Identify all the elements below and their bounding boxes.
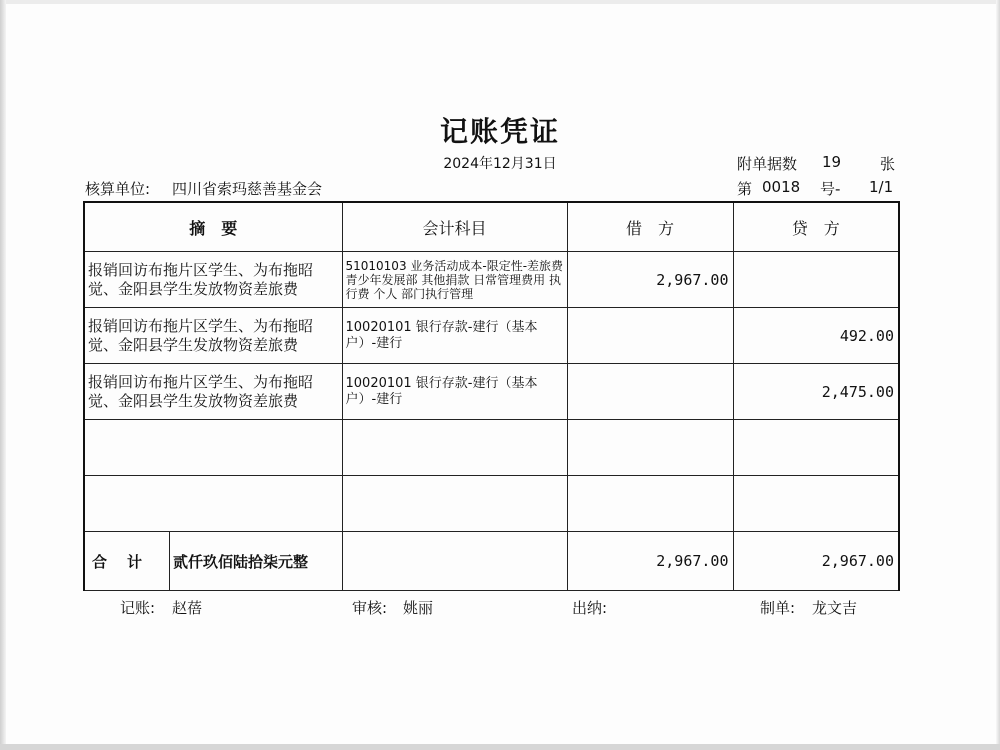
voucher-title: 记账凭证 [439, 115, 560, 148]
accounting-unit-name: 四川省索玛慈善基金会 [172, 180, 323, 198]
voucher-number: 0018 [762, 178, 801, 196]
preparer-name: 龙文吉 [812, 599, 858, 617]
empty-cell [567, 476, 733, 532]
reviewer-label: 审核: [352, 599, 388, 617]
scan-edge-bottom [0, 744, 1000, 750]
total-row [84, 532, 899, 591]
cashier-label: 出纳: [572, 599, 608, 617]
table-header-row [84, 202, 899, 252]
row-debit: 2,967.00 [567, 252, 733, 308]
reviewer-name: 姚丽 [403, 599, 434, 617]
bookkeeper-label: 记账: [120, 599, 156, 617]
attachments-unit: 张 [880, 155, 896, 173]
empty-cell [342, 476, 567, 532]
row-debit [567, 364, 733, 420]
attachments-label: 附单据数 [737, 155, 798, 173]
row-summary: 报销回访布拖片区学生、为布拖昭觉、金阳县学生发放物资差旅费 [84, 252, 342, 308]
row-summary: 报销回访布拖片区学生、为布拖昭觉、金阳县学生发放物资差旅费 [84, 308, 342, 364]
row-debit [567, 308, 733, 364]
header-credit: 贷 方 [733, 202, 899, 252]
empty-cell [84, 420, 342, 476]
bookkeeper-name: 赵蓓 [172, 599, 203, 617]
header-debit: 借 方 [567, 202, 733, 252]
table-row [84, 252, 899, 308]
voucher-number-prefix: 第 [737, 180, 753, 198]
attachments-count: 19 [822, 153, 842, 171]
row-summary: 报销回访布拖片区学生、为布拖昭觉、金阳县学生发放物资差旅费 [84, 364, 342, 420]
row-account: 51010103 业务活动成本-限定性-差旅费 青少年发展部 其他捐款 日常管理费用 执行费 个人 部门执行管理 [342, 252, 567, 308]
voucher-date: 2024年12月31日 [443, 156, 557, 172]
accounting-unit-label: 核算单位: [85, 180, 151, 198]
table-row-empty [84, 420, 899, 476]
empty-cell [342, 420, 567, 476]
voucher-number-suffix: 号- [820, 180, 841, 198]
empty-cell [733, 420, 899, 476]
header-account: 会计科目 [342, 202, 567, 252]
empty-cell [84, 476, 342, 532]
preparer-label: 制单: [760, 599, 796, 617]
row-credit [733, 252, 899, 308]
voucher-table [83, 201, 900, 591]
empty-cell [733, 476, 899, 532]
table-row-empty [84, 476, 899, 532]
row-account: 10020101 银行存款-建行（基本户）-建行 [342, 308, 567, 364]
total-credit: 2,967.00 [733, 532, 899, 591]
total-label: 合计 [91, 552, 162, 571]
table-row [84, 308, 899, 364]
total-summary-cell [84, 532, 342, 591]
empty-cell [567, 420, 733, 476]
total-in-words: 贰仟玖佰陆拾柒元整 [173, 552, 309, 571]
row-credit: 492.00 [733, 308, 899, 364]
total-debit: 2,967.00 [567, 532, 733, 591]
row-account: 10020101 银行存款-建行（基本户）-建行 [342, 364, 567, 420]
row-credit: 2,475.00 [733, 364, 899, 420]
voucher-page: 1/1 [869, 178, 894, 196]
table-row [84, 364, 899, 420]
scan-edge-top [0, 0, 1000, 4]
total-account-cell [342, 532, 567, 591]
header-summary: 摘 要 [84, 202, 342, 252]
